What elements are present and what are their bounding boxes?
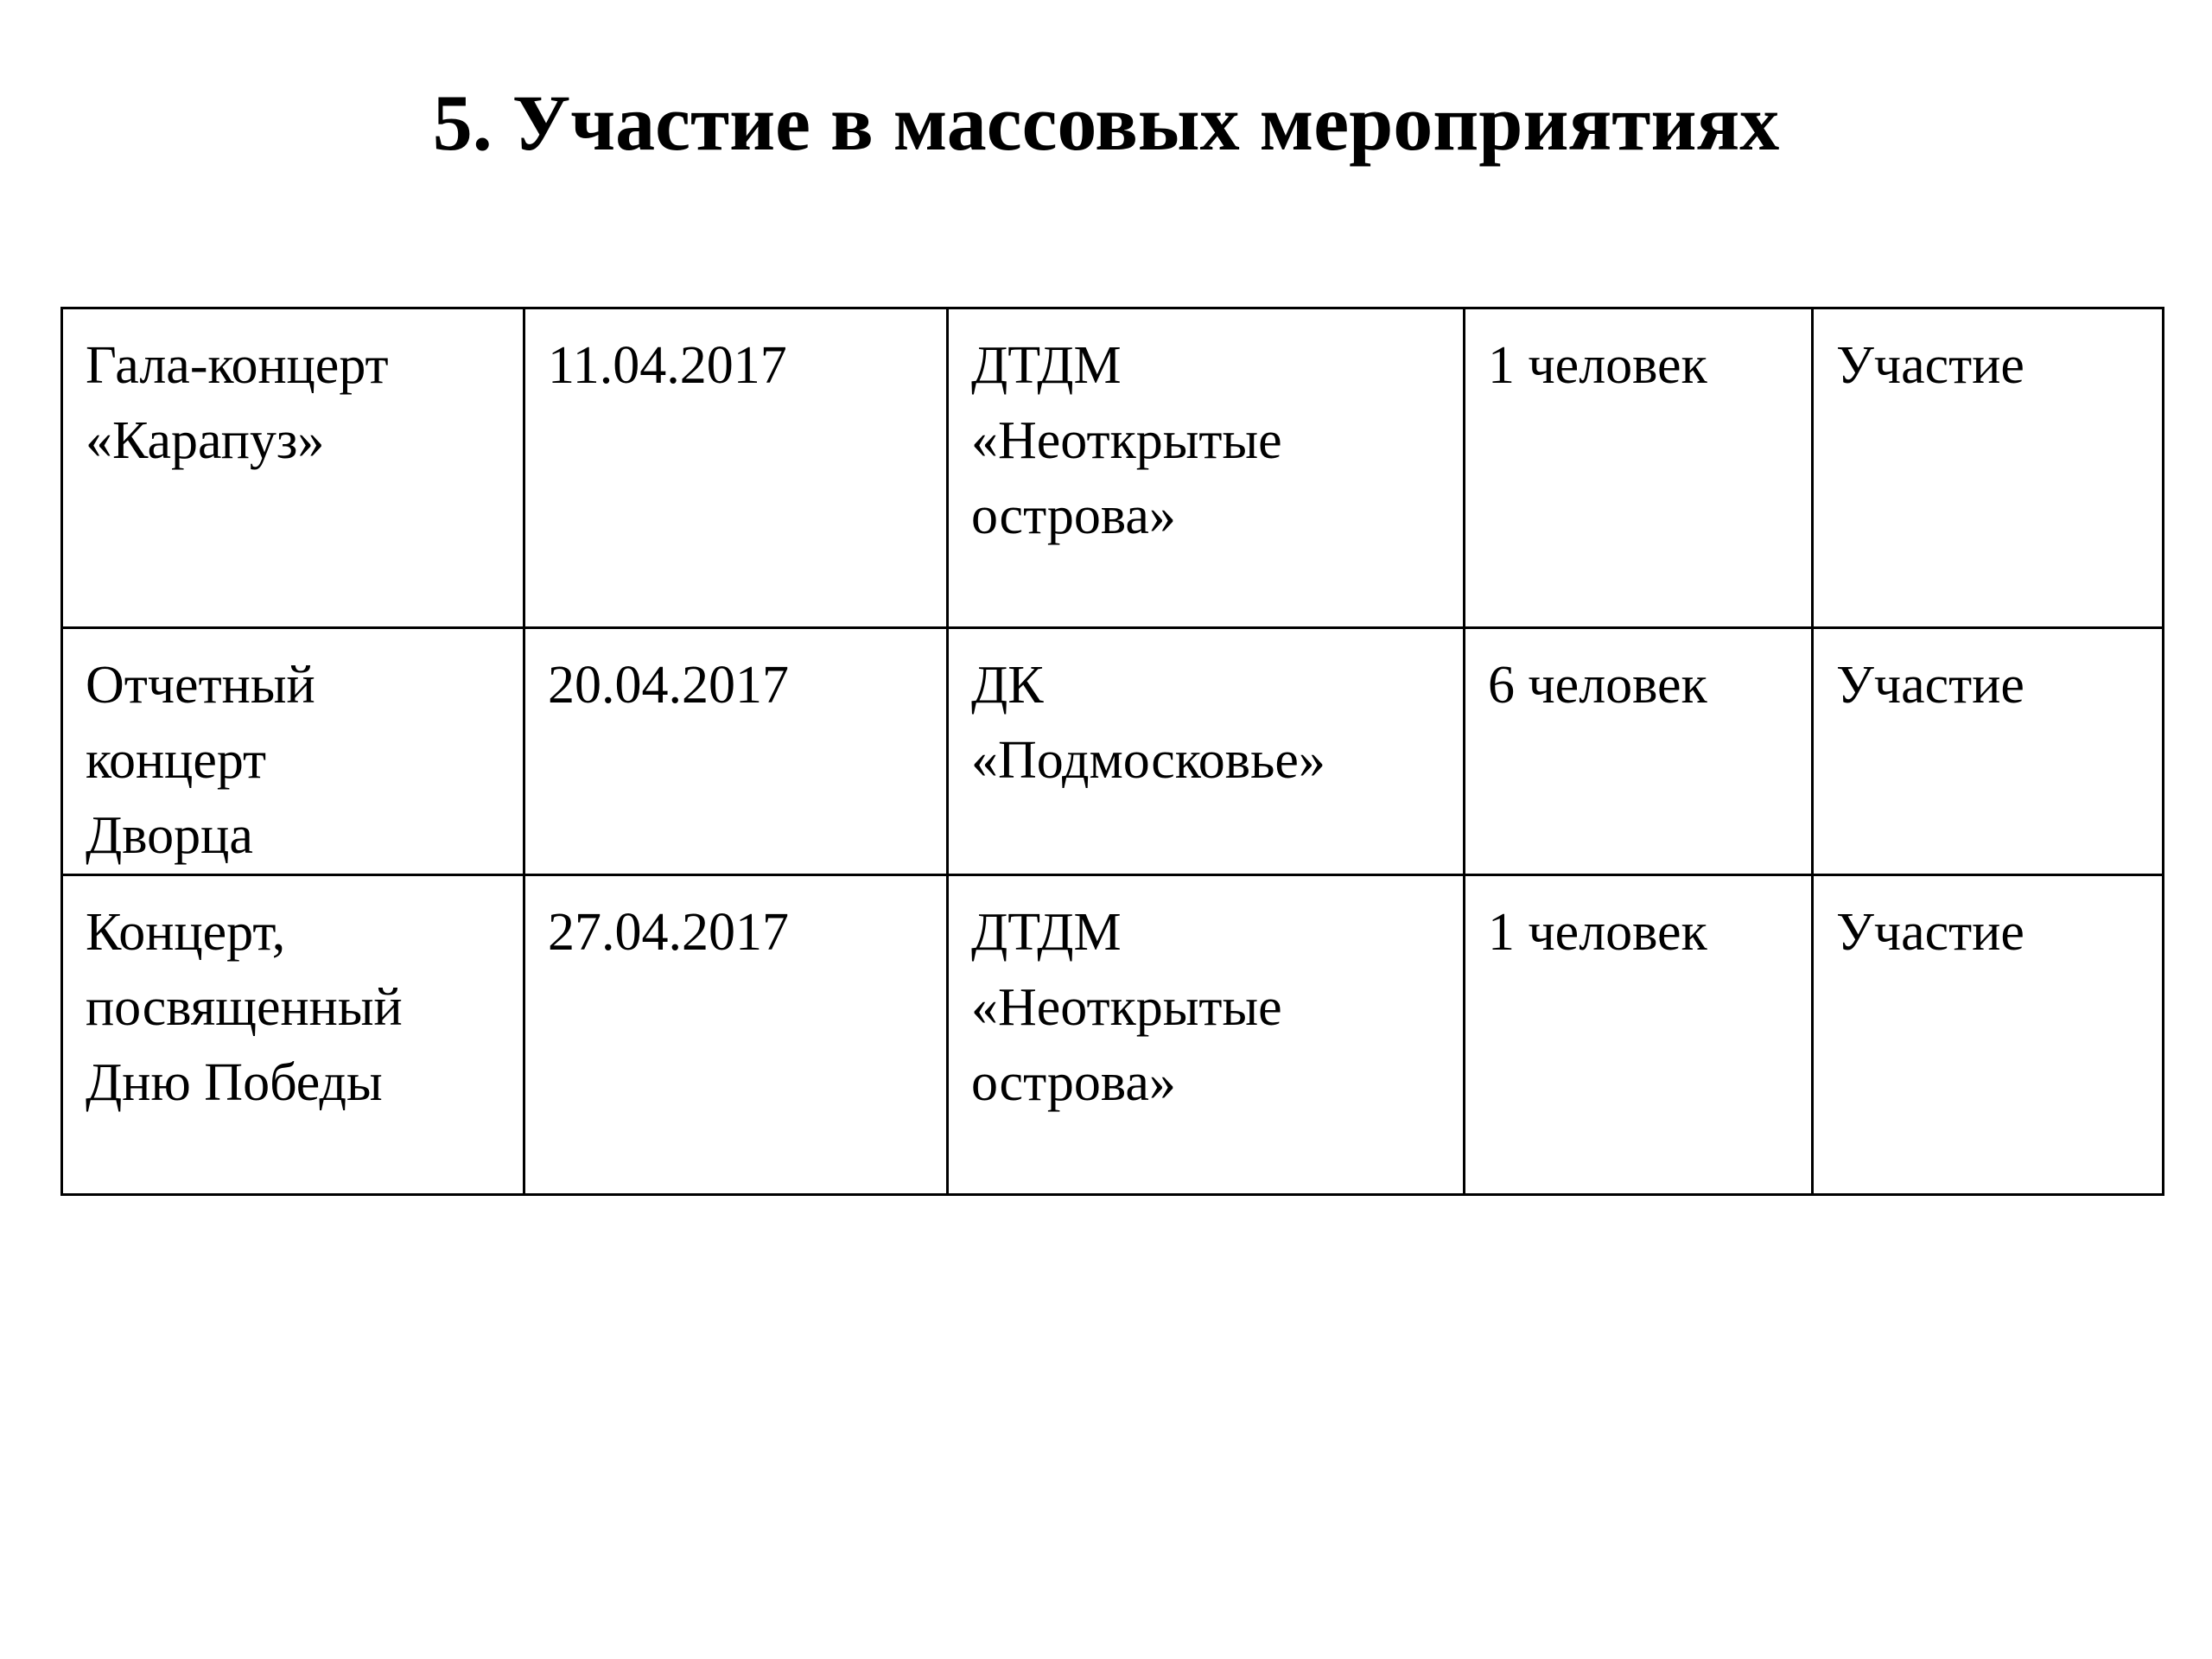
event-place-line: ДК <box>971 656 1044 715</box>
event-place-line: «Неоткрытые <box>971 411 1282 470</box>
participant-count-cell: 6 человек <box>1465 628 1813 875</box>
table-row <box>62 628 2164 875</box>
event-date-cell: 11.04.2017 <box>524 308 948 628</box>
table-row <box>62 308 2164 628</box>
slide-title: 5. Участие в массовых мероприятиях <box>432 79 1780 167</box>
event-name-line: Дворца <box>86 806 253 865</box>
event-name-line: Отчетный <box>86 656 315 715</box>
event-name-cell <box>62 875 524 1195</box>
event-name-line: посвященный <box>86 978 403 1037</box>
event-place-cell <box>948 875 1465 1195</box>
event-place-line: ДТДМ <box>971 336 1122 395</box>
event-result-cell: Участие <box>1813 628 2164 875</box>
event-name-line: концерт <box>86 731 267 790</box>
event-place-line: ДТДМ <box>971 903 1122 962</box>
event-result-cell: Участие <box>1813 875 2164 1195</box>
events-table <box>60 307 2164 1196</box>
table-row <box>62 875 2164 1195</box>
event-place-line: «Подмосковье» <box>971 731 1325 790</box>
event-name-line: «Карапуз» <box>86 411 325 470</box>
participant-count-cell: 1 человек <box>1465 308 1813 628</box>
event-place-cell <box>948 628 1465 875</box>
event-name-cell <box>62 628 524 875</box>
event-name-line: Концерт, <box>86 903 286 962</box>
event-name-line: Гала-концерт <box>86 336 389 395</box>
event-place-line: острова» <box>971 1053 1176 1112</box>
event-name-cell <box>62 308 524 628</box>
event-date-cell: 20.04.2017 <box>524 628 948 875</box>
event-place-cell <box>948 308 1465 628</box>
event-place-line: острова» <box>971 486 1176 545</box>
event-result-cell: Участие <box>1813 308 2164 628</box>
participant-count-cell: 1 человек <box>1465 875 1813 1195</box>
event-name-line: Дню Победы <box>86 1053 383 1112</box>
event-place-line: «Неоткрытые <box>971 978 1282 1037</box>
event-date-cell: 27.04.2017 <box>524 875 948 1195</box>
